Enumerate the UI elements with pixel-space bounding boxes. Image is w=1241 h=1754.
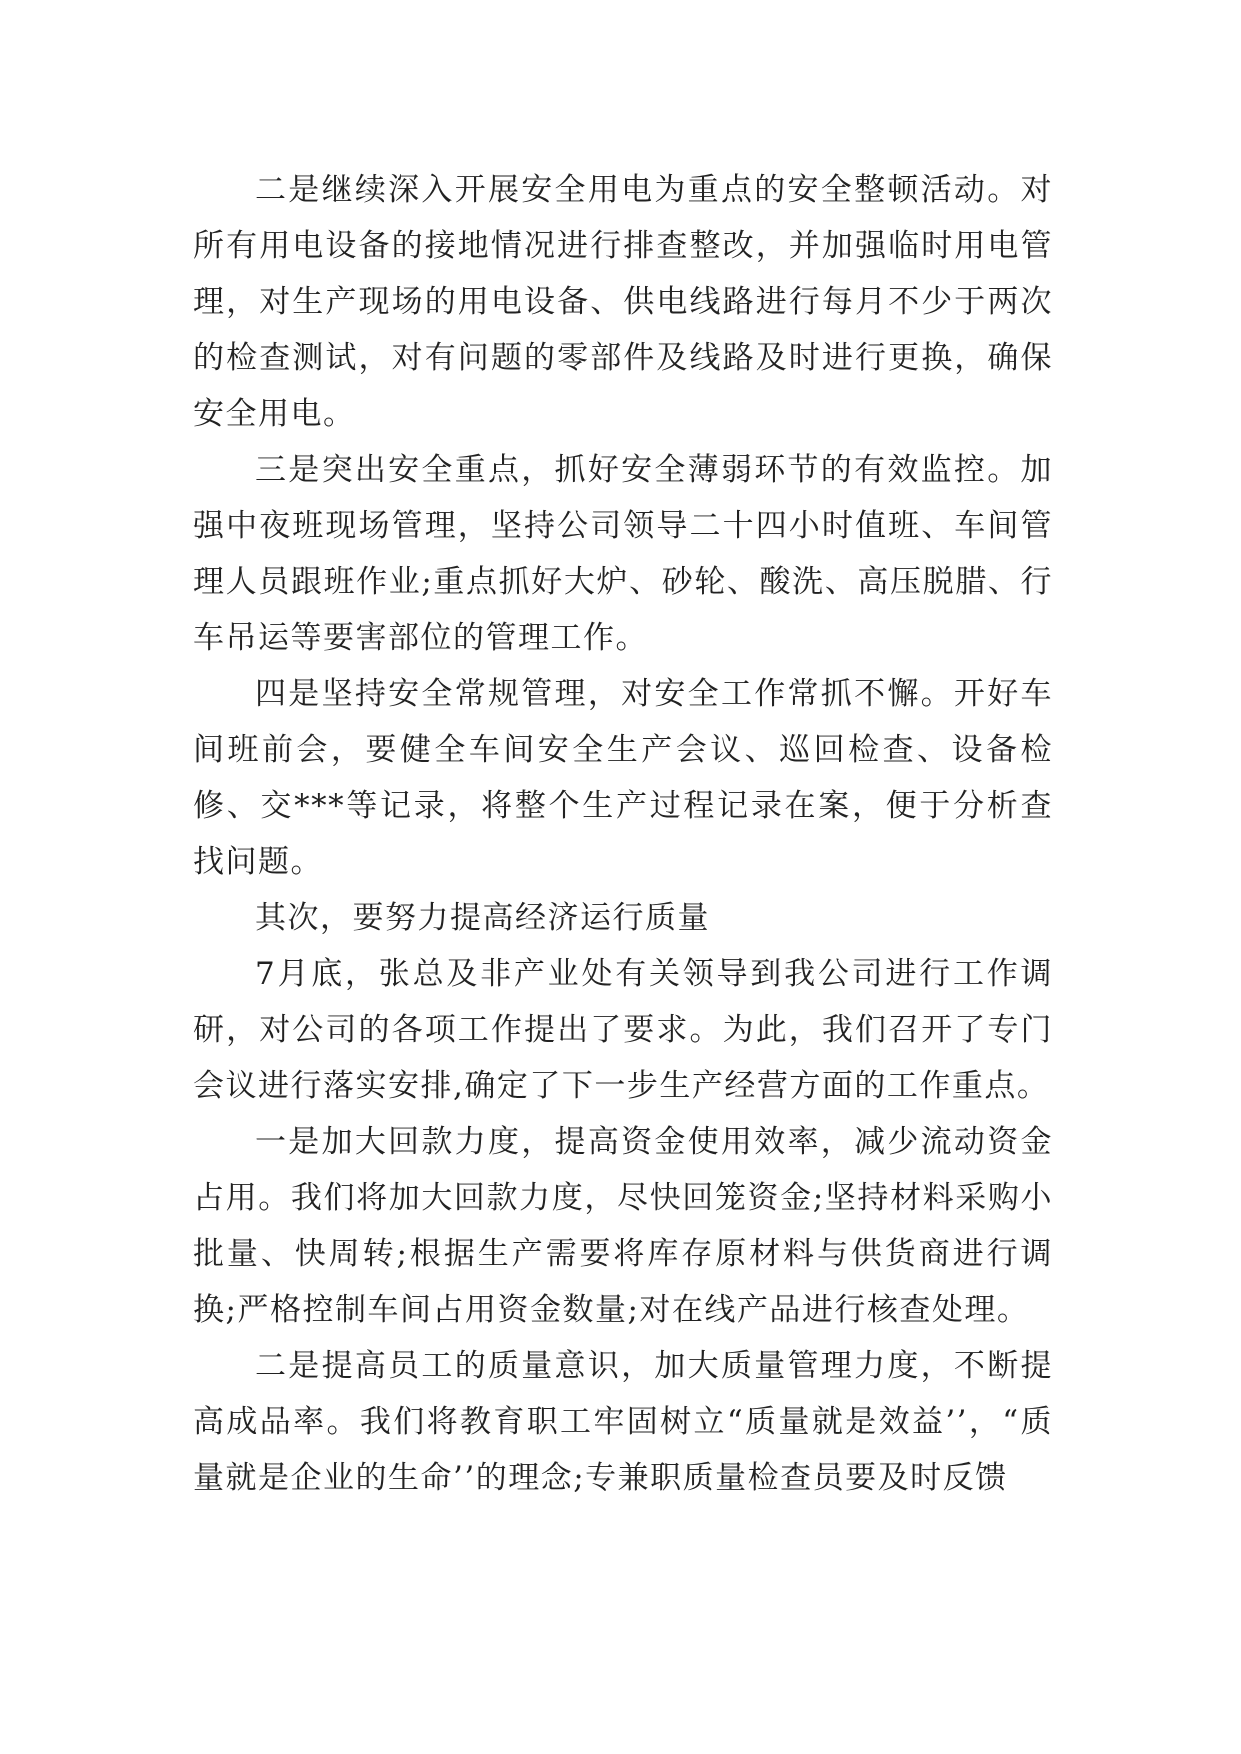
paragraph-july-research: 7月底，张总及非产业处有关领导到我公司进行工作调研，对公司的各项工作提出了要求。为此，我们召开了专门会议进行落实安排,确定了下一步生产经营方面的工作重点。	[193, 956, 1053, 1104]
paragraph-quality-awareness: 二是提高员工的质量意识，加大质量管理力度，不断提高成品率。我们将教育职工牢固树立“质量就是效益’’，“质量就是企业的生命’’的理念;专兼职质量检查员要及时反馈	[193, 1348, 1053, 1496]
paragraph-electrical-safety: 二是继续深入开展安全用电为重点的安全整顿活动。对所有用电设备的接地情况进行排查整改，并加强临时用电管理，对生产现场的用电设备、供电线路进行每月不少于两次的检查测试，对有问题的零部件及线路及时进行更换，确保安全用电。	[193, 172, 1053, 432]
paragraph-fund-recovery: 一是加大回款力度，提高资金使用效率，减少流动资金占用。我们将加大回款力度，尽快回笼资金;坚持材料采购小批量、快周转;根据生产需要将库存原材料与供货商进行调换;严格控制车间占用资金数量;对在线产品进行核查处理。	[193, 1124, 1053, 1328]
section-heading-economic-quality: 其次，要努力提高经济运行质量	[255, 900, 710, 936]
document-body	[193, 162, 1053, 1506]
paragraph-safety-focus: 三是突出安全重点，抓好安全薄弱环节的有效监控。加强中夜班现场管理，坚持公司领导二十四小时值班、车间管理人员跟班作业;重点抓好大炉、砂轮、酸洗、高压脱腊、行车吊运等要害部位的管理工作。	[193, 452, 1053, 656]
paragraph-routine-management: 四是坚持安全常规管理，对安全工作常抓不懈。开好车间班前会，要健全车间安全生产会议、巡回检查、设备检修、交***等记录，将整个生产过程记录在案，便于分析查找问题。	[193, 676, 1053, 880]
